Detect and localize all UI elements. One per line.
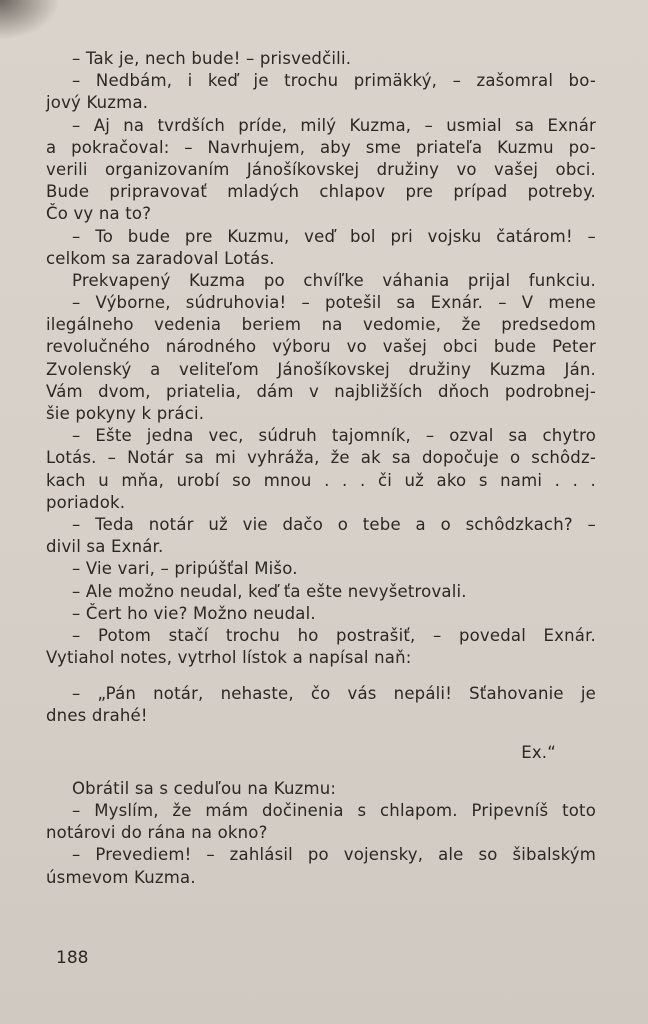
text-line: Prekvapený Kuzma po chvíľke váhania prijal funkciu. <box>72 270 596 290</box>
text-line: Lotás. – Notár sa mi vyhráža, že ak sa dopočuje o schôdz- <box>46 448 596 468</box>
text-line: – Prevediem! – zahlásil po vojensky, ale so šibalským <box>72 845 596 865</box>
text-line: – Aj na tvrdších príde, milý Kuzma, – usmial sa Exnár <box>72 115 596 135</box>
text-line: Čo vy na to? <box>46 204 152 224</box>
text-line: – Ale možno neudal, keď ťa ešte nevyšetrovali. <box>72 581 467 601</box>
text-line: divil sa Exnár. <box>46 537 164 557</box>
text-line: revolučného národného výboru vo vašej obci bude Peter <box>46 337 596 357</box>
text-line: Bude pripravovať mladých chlapov pre prípad potreby. <box>46 182 596 202</box>
text-line: – Potom stačí trochu ho postrašiť, – povedal Exnár. <box>72 625 596 645</box>
text-line: – Tak je, nech bude! – prisvedčili. <box>72 49 352 68</box>
text-line: – To bude pre Kuzmu, veď bol pri vojsku čatárom! – <box>72 226 596 246</box>
text-line: Vám dvom, priatelia, dám v najbližších dňoch podrobnej- <box>46 381 596 401</box>
text-line: – Ešte jedna vec, súdruh tajomník, – ozval sa chytro <box>72 426 596 446</box>
text-line: jový Kuzma. <box>46 93 149 113</box>
note-text-line: – „Pán notár, nehaste, čo vás nepáli! Sťahovanie je <box>72 684 596 704</box>
text-line: – Teda notár už vie dačo o tebe a o schôdzkach? – <box>72 514 596 534</box>
text-line: šie pokyny k práci. <box>46 404 205 423</box>
text-line: úsmevom Kuzma. <box>46 867 196 887</box>
text-line: poriadok. <box>46 492 126 512</box>
text-line: kach u mňa, urobí so mnou . . . či už ako s nami . . . <box>46 470 596 490</box>
note-text-line: dnes drahé! <box>46 706 148 726</box>
page-number: 188 <box>56 948 89 968</box>
page-text <box>46 48 596 889</box>
text-line: a pokračoval: – Navrhujem, aby sme priateľa Kuzmu po- <box>46 137 596 157</box>
text-line: Obrátil sa s ceduľou na Kuzmu: <box>72 778 337 798</box>
page-corner-shadow <box>0 0 60 40</box>
text-line: Vytiahol notes, vytrhol lístok a napísal naň: <box>46 648 412 668</box>
text-line: celkom sa zaradoval Lotás. <box>46 248 275 268</box>
text-line: – Čert ho vie? Možno neudal. <box>72 603 316 623</box>
text-line: – Vie vari, – pripúšťal Mišo. <box>72 559 298 579</box>
text-line: Zvolenský a veliteľom Jánošíkovskej družiny Kuzma Ján. <box>46 359 596 379</box>
text-line: – Výborne, súdruhovia! – potešil sa Exnár. – V mene <box>72 293 596 313</box>
text-line: – Myslím, že mám dočinenia s chlapom. Pripevníš toto <box>72 801 596 820</box>
note-signature: Ex.“ <box>521 742 556 762</box>
text-line: – Nedbám, i keď je trochu primäkký, – zašomral bo- <box>72 71 596 91</box>
text-line: verili organizovaním Jánošíkovskej družiny vo vašej obci. <box>46 159 596 179</box>
text-line: notárovi do rána na okno? <box>46 823 268 843</box>
text-line: ilegálneho vedenia beriem na vedomie, že predsedom <box>46 315 596 335</box>
